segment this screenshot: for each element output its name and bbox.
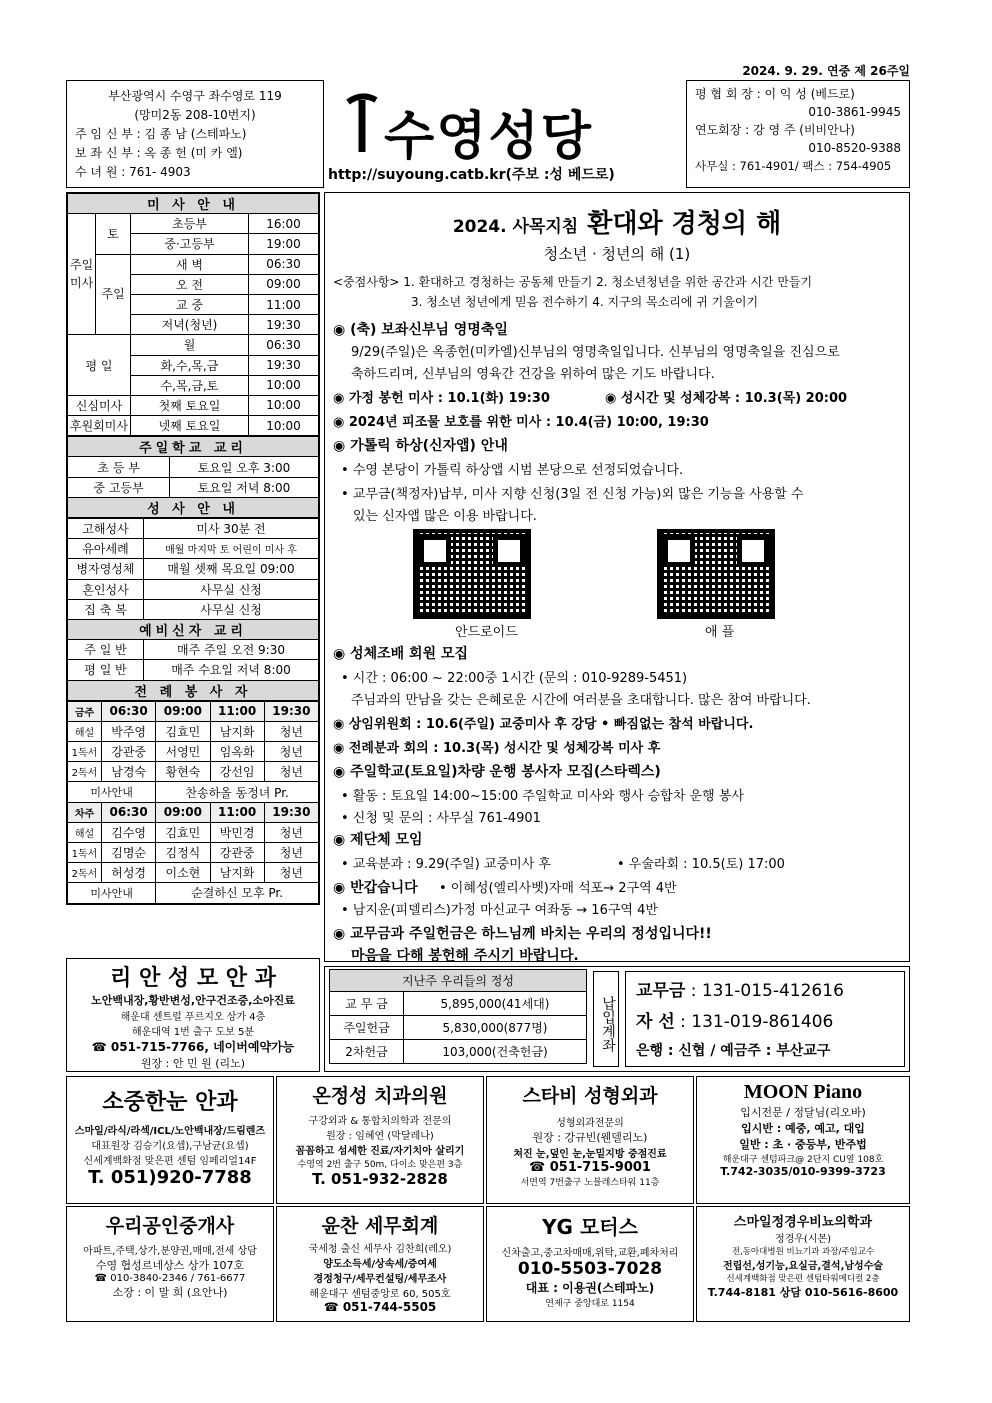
server-cell: 남지화 xyxy=(210,863,264,883)
ad-line: 일반 : 초 · 중등부, 반주법 xyxy=(739,1138,867,1151)
clergy-line xyxy=(75,125,315,144)
server-cell: 김효민 xyxy=(156,822,210,842)
school-title: 주일학교 교리 xyxy=(68,437,319,457)
ad-line: 입시반 : 예중, 예고, 대입 xyxy=(741,1122,865,1135)
mass-cell: 후원회미사 xyxy=(68,416,131,436)
week-head: 19:30 xyxy=(264,802,318,822)
ad-sojunghan-eye[interactable] xyxy=(66,1076,274,1204)
council-line: 사무실 : 761-4901/ 팩스 : 754-4905 xyxy=(695,159,892,173)
cat-cell: 매주 주일 오전 9:30 xyxy=(144,640,319,660)
week-head: 09:00 xyxy=(156,701,210,721)
ad-yunchan-tax[interactable] xyxy=(276,1206,484,1322)
notice-title: ◉ 전례분과 회의 : 10.3(목) 성시간 및 성체강복 미사 후 xyxy=(333,741,661,756)
weekday-label: 평 일 xyxy=(68,335,131,396)
ad-name: 스타비 성형외과 xyxy=(522,1085,658,1107)
sacr-cell: 유아세례 xyxy=(68,539,144,559)
ad-line: T.744-8181 상담 010-5616-8600 xyxy=(707,1286,899,1299)
ad-line: 010-5503-7028 xyxy=(517,1259,663,1279)
masthead xyxy=(324,80,684,188)
mass-time: 16:00 xyxy=(249,214,319,234)
page-subtitle: 청소년 · 청년의 해 (1) xyxy=(543,245,691,263)
notice-title: ◉ 2024년 피조물 보호를 위한 미사 : 10.4(금) 10:00, 19:30 xyxy=(333,415,709,430)
server-cell: 강관중 xyxy=(210,843,264,863)
server-cell: 황현숙 xyxy=(156,762,210,782)
server-cell: 김정식 xyxy=(156,843,210,863)
server-cell: 허성경 xyxy=(102,863,156,883)
focus-line: 3. 청소년 청년에게 믿음 전수하기 4. 지구의 목소리에 귀 기울이기 xyxy=(411,295,759,309)
sacrament-title: 성 사 안 내 xyxy=(68,497,319,517)
guide-value: 순결하신 모후 Pr. xyxy=(156,883,319,903)
ad-line: 해운대 센트럴 푸르지오 상가 4층 xyxy=(120,1012,266,1023)
sacr-cell: 혼인성사 xyxy=(68,579,144,599)
mass-cell: 신심미사 xyxy=(68,395,131,415)
notice-text: • 신청 및 문의 : 사무실 761-4901 xyxy=(341,811,541,826)
ad-line: 성형외과전문의 xyxy=(556,1118,624,1129)
clergy-role: 수 녀 원 xyxy=(75,165,118,179)
qr-code-apple[interactable] xyxy=(657,529,775,619)
server-cell: 청년 xyxy=(264,762,318,782)
clergy-name: : 김 종 남 (스테파노) xyxy=(136,127,247,141)
week-head: 06:30 xyxy=(102,701,156,721)
ad-line: ☎ 051-744-5505 xyxy=(323,1300,437,1314)
qr-label: 안드로이드 xyxy=(455,625,518,640)
sacr-cell: 매월 마지막 토 어린이 미사 후 xyxy=(144,539,319,559)
sacr-cell: 고해성사 xyxy=(68,519,144,539)
ad-line: 대표 : 이용권(스테파노) xyxy=(525,1281,655,1295)
offering-amount: 5,830,000(877명) xyxy=(404,1016,587,1040)
week-head: 금주 xyxy=(68,701,102,721)
ad-name: 우리공인중개사 xyxy=(105,1215,235,1237)
council-line: 010-8520-9388 xyxy=(808,141,901,155)
server-cell: 청년 xyxy=(264,742,318,762)
notice-title: ◉ 가톨릭 하상(신자앱) 안내 xyxy=(333,438,508,454)
server-cell: 박주영 xyxy=(102,721,156,741)
guide-value: 찬송하올 동정녀 Pr. xyxy=(156,782,319,802)
offering-title: 지난주 우리들의 정성 xyxy=(330,970,587,992)
parish-url[interactable]: http://suyoung.catb.kr(주보 :성 베드로) xyxy=(328,167,615,183)
ad-line: ☎ 010-3840-2346 / 761-6677 xyxy=(94,1273,246,1284)
week-head: 19:30 xyxy=(264,701,318,721)
notice-title: ◉ 성시간 및 성체강복 : 10.3(목) 20:00 xyxy=(605,391,848,406)
mass-cell: 교 중 xyxy=(130,294,248,314)
ad-smile-urology[interactable] xyxy=(696,1206,910,1322)
council-info xyxy=(686,80,910,188)
ad-line: 전립선,성기능,요실금,결석,남성수술 xyxy=(722,1261,884,1272)
account-number: : 131-015-412616 xyxy=(690,981,844,1001)
ad-yg-motors[interactable] xyxy=(486,1206,694,1322)
mass-cell: 중·고등부 xyxy=(130,234,248,254)
mass-cell: 오 전 xyxy=(130,274,248,294)
role-cell: 2독서 xyxy=(68,863,102,883)
ad-line: 해운대구 센텀파크@ 2단지 CU옆 108호 xyxy=(722,1155,884,1165)
sacr-cell: 미사 30분 전 xyxy=(144,519,319,539)
title-main: 환대와 경청의 해 xyxy=(587,209,782,239)
notice-title: ◉ 주일학교(토요일)차량 운행 봉사자 모집(스타렉스) xyxy=(333,764,661,780)
account-side-label: 납입계좌 xyxy=(593,971,619,1067)
account-line xyxy=(636,1007,894,1032)
mass-cell: 초등부 xyxy=(130,214,248,234)
notice-text: • 활동 : 토요일 14:00~15:00 주일학교 미사와 행사 승합차 운행 봉사 xyxy=(341,789,744,804)
server-cell: 박민경 xyxy=(210,822,264,842)
notice-title: ◉ 제단체 모임 xyxy=(333,832,423,848)
ad-line: 아파트,주택,상가,분양권,매매,전세 상담 xyxy=(83,1246,257,1257)
ad-name: 윤찬 세무회계 xyxy=(321,1215,439,1237)
notice-title: ◉ 가정 봉헌 미사 : 10.1(화) 19:30 xyxy=(333,391,550,406)
ad-name: YG 모터스 xyxy=(542,1215,638,1239)
mass-cell: 새 벽 xyxy=(130,254,248,274)
ad-line: 양도소득세/상속세/증여세 xyxy=(323,1259,437,1270)
account-label: 자 선 xyxy=(636,1012,675,1032)
sat-label: 토 xyxy=(96,214,131,254)
notice-title: ◉ 성체조배 회원 모집 xyxy=(333,646,469,662)
cat-cell: 평 일 반 xyxy=(68,660,144,680)
address-line: 부산광역시 수영구 좌수영로 119 xyxy=(108,89,282,103)
ad-line: 전,동아대병원 비뇨기과 과장/주임교수 xyxy=(731,1247,875,1257)
liturgy-title: 전 례 봉 사 자 xyxy=(68,680,319,700)
mass-time: 10:00 xyxy=(249,416,319,436)
mass-cell: 저녁(청년) xyxy=(130,315,248,335)
clergy-role: 보 좌 신 부 xyxy=(75,146,133,160)
ad-line: 입시전문 / 정달님(리오바) xyxy=(740,1106,866,1119)
qr-code-android[interactable] xyxy=(413,529,531,619)
sunday-mass-label: 주일미사 xyxy=(68,214,96,335)
week-head: 06:30 xyxy=(102,802,156,822)
notice-text: • 시간 : 06:00 ~ 22:00중 1시간 (문의 : 010-9289-5451) xyxy=(341,671,688,686)
ad-starbi-plastic[interactable] xyxy=(486,1076,694,1204)
cat-cell: 매주 수요일 저녁 8:00 xyxy=(144,660,319,680)
mass-time: 19:30 xyxy=(249,355,319,375)
mass-cell: 첫째 토요일 xyxy=(130,395,248,415)
server-cell: 청년 xyxy=(264,863,318,883)
ad-line: 꼼꼼하고 섬세한 진료/자기치아 살리기 xyxy=(295,1146,465,1157)
ad-line: 해운대역 1번 출구 도보 5분 xyxy=(131,1027,255,1038)
role-cell: 1독서 xyxy=(68,843,102,863)
parish-logo-text: 수영성당 xyxy=(384,107,593,167)
ad-line: 대표원장 김승기(요셉),구남균(요셉) xyxy=(91,1141,249,1152)
offering-label: 주일헌금 xyxy=(330,1016,404,1040)
cross-logo-icon xyxy=(338,90,384,156)
school-cell: 토요일 오후 3:00 xyxy=(170,457,319,477)
server-cell: 서영민 xyxy=(156,742,210,762)
mass-title: 미 사 안 내 xyxy=(68,194,319,214)
ad-name: 리 안 성 모 안 과 xyxy=(110,966,276,991)
notice-title: 마음을 다해 봉헌해 주시기 바랍니다. xyxy=(351,948,579,964)
ad-line: 국세청 출신 세무사 김찬희(레오) xyxy=(308,1244,452,1255)
ad-onjungsung-dental[interactable] xyxy=(276,1076,484,1204)
cat-cell: 주 일 반 xyxy=(68,640,144,660)
ad-line: 연제구 중앙대로 1154 xyxy=(545,1299,635,1309)
page-title xyxy=(325,203,909,240)
offering-amount: 103,000(건축헌금) xyxy=(404,1040,587,1064)
ad-line: 정경우(시몬) xyxy=(774,1234,832,1245)
server-cell: 이소현 xyxy=(156,863,210,883)
ad-line: 서면역 7번출구 노블레스타워 11층 xyxy=(520,1178,660,1188)
role-cell: 해설 xyxy=(68,721,102,741)
guide-label: 미사안내 xyxy=(68,883,156,903)
notice-text: • 교무금(책정자)납부, 미사 지향 신청(3일 전 신청 가능)외 많은 기능을 사용할 수 xyxy=(341,487,804,502)
account-line xyxy=(636,976,894,1001)
mass-time: 10:00 xyxy=(249,395,319,415)
server-cell: 청년 xyxy=(264,721,318,741)
ad-line: 신세계백화점 맞은편 센텀타워메디컬 2층 xyxy=(726,1274,880,1284)
notice-text: 9/29(주일)은 옥종헌(미카엘)신부님의 영명축일입니다. 신부님의 영명축일을 진심으로 xyxy=(351,345,840,360)
guide-label: 미사안내 xyxy=(68,782,156,802)
ad-line: 원장 : 임혜연 (막달레나) xyxy=(326,1131,434,1142)
mass-time: 10:00 xyxy=(249,375,319,395)
clergy-line xyxy=(75,144,315,163)
catechumen-title: 예비신자 교리 xyxy=(68,619,319,639)
qr-label: 애 플 xyxy=(705,625,735,640)
week-head: 09:00 xyxy=(156,802,210,822)
server-cell: 청년 xyxy=(264,843,318,863)
server-cell: 김명순 xyxy=(102,843,156,863)
ad-line: T.742-3035/010-9399-3723 xyxy=(720,1165,886,1178)
ad-line: 스마일/라식/라섹/ICL/노안백내장/드림렌즈 xyxy=(74,1126,266,1137)
school-cell: 중 고등부 xyxy=(68,477,170,497)
ad-line: 구강외과 & 통합치의학과 전문의 xyxy=(308,1116,452,1127)
week-head: 차주 xyxy=(68,802,102,822)
ad-name: 소중한눈 안과 xyxy=(102,1090,238,1115)
ad-line: 신차출고,중고차매매,위탁,교환,폐차처리 xyxy=(501,1248,679,1259)
offering-label: 2차헌금 xyxy=(330,1040,404,1064)
ad-line: ☎ 051-715-9001 xyxy=(529,1160,651,1175)
ad-line: 신세계백화점 맞은편 센텀 임페리얼14F xyxy=(83,1156,257,1167)
council-line: 연도회장 : 강 영 주 (비비안나) xyxy=(695,123,855,137)
ad-line: 노안백내장,황반변성,안구건조증,소아진료 xyxy=(91,994,295,1007)
notice-title: ◉ 반갑습니다 xyxy=(333,880,418,896)
ad-line: 수영역 2번 출구 50m, 다이소 맞은편 3층 xyxy=(297,1160,463,1170)
title-prefix: 2024. 사목지침 xyxy=(452,217,579,237)
ad-woori-realty[interactable] xyxy=(66,1206,274,1322)
mass-cell: 화,수,목,금 xyxy=(130,355,248,375)
server-cell: 남지화 xyxy=(210,721,264,741)
sacr-cell: 매월 셋째 목요일 09:00 xyxy=(144,559,319,579)
ad-line: 쳐진 눈,덮인 눈,눈밑지방 중점진료 xyxy=(513,1149,667,1160)
sacr-cell: 집 축 복 xyxy=(68,599,144,619)
ad-line: 소장 : 이 말 희 (요안나) xyxy=(112,1286,228,1299)
server-cell: 김수영 xyxy=(102,822,156,842)
clergy-line xyxy=(75,163,315,182)
notice-text: • 이혜성(엘리사벳)자매 석포→ 2구역 4반 xyxy=(439,881,677,896)
role-cell: 2독서 xyxy=(68,762,102,782)
mass-time: 19:30 xyxy=(249,315,319,335)
offering-box xyxy=(324,966,910,1072)
notice-text: • 수영 본당이 가톨릭 하상앱 시범 본당으로 선정되었습니다. xyxy=(341,463,684,478)
account-number: : 131-019-861406 xyxy=(680,1012,834,1032)
role-cell: 1독서 xyxy=(68,742,102,762)
notice-title: ◉ 교무금과 주일헌금은 하느님께 바치는 우리의 정성입니다!! xyxy=(333,926,712,942)
notice-text: 주님과의 만남을 갖는 은혜로운 시간에 여러분을 초대합니다. 많은 참여 바랍니다. xyxy=(351,693,811,708)
role-cell: 해설 xyxy=(68,822,102,842)
mass-time: 09:00 xyxy=(249,274,319,294)
council-line: 평 협 회 장 : 이 익 성 (베드로) xyxy=(695,87,855,101)
ad-line: 해운대구 센텀중앙로 60, 505호 xyxy=(309,1289,451,1300)
ad-moon-piano[interactable] xyxy=(696,1076,910,1204)
notice-text: 축하드리며, 신부님의 영육간 건강을 위하여 많은 기도 바랍니다. xyxy=(351,367,715,382)
ad-name: 스마일정경우비뇨의학과 xyxy=(733,1215,873,1230)
mass-cell: 수,목,금,토 xyxy=(130,375,248,395)
address-line: (망미2동 208-10번지) xyxy=(134,108,256,122)
server-cell: 강선임 xyxy=(210,762,264,782)
week-head: 11:00 xyxy=(210,701,264,721)
server-cell: 남경숙 xyxy=(102,762,156,782)
ad-line: T. 051)920-7788 xyxy=(88,1167,252,1188)
sacr-cell: 사무실 신청 xyxy=(144,599,319,619)
clergy-name: : 옥 종 헌 (미 카 엘) xyxy=(136,146,243,160)
account-label: 교무금 xyxy=(636,981,686,1001)
mass-time: 19:00 xyxy=(249,234,319,254)
clergy-name: : 761- 4903 xyxy=(121,165,191,179)
announcements xyxy=(324,192,910,962)
mass-time: 06:30 xyxy=(249,254,319,274)
server-cell: 임옥화 xyxy=(210,742,264,762)
notice-text: 있는 신자앱 많은 이용 바랍니다. xyxy=(353,509,537,524)
sacr-cell: 병자영성체 xyxy=(68,559,144,579)
notice-title: ◉ 상임위원회 : 10.6(주일) 교중미사 후 강당 • 빠짐없는 참석 바랍니다. xyxy=(333,717,754,732)
week-head: 11:00 xyxy=(210,802,264,822)
notice-text: • 교육분과 : 9.29(주일) 교중미사 후 xyxy=(341,857,551,872)
offering-amount: 5,895,000(41세대) xyxy=(404,992,587,1016)
school-cell: 초 등 부 xyxy=(68,457,170,477)
server-cell: 강관중 xyxy=(102,742,156,762)
ad-line: 수영 협성르네상스 상가 107호 xyxy=(95,1259,245,1272)
ad-name: MOON Piano xyxy=(743,1081,863,1103)
focus-line: <중점사항> 1. 환대하고 경청하는 공동체 만들기 2. 청소년청년을 위한 공간과 시간 만들기 xyxy=(333,275,813,289)
parish-info xyxy=(66,80,324,188)
mass-cell: 넷째 토요일 xyxy=(130,416,248,436)
notice-title: ◉ (축) 보좌신부님 영명축일 xyxy=(333,322,508,338)
server-cell: 김효민 xyxy=(156,721,210,741)
schedule-panel xyxy=(66,192,320,905)
ad-line: ☎ 051-715-7766, 네이버예약가능 xyxy=(91,1040,295,1054)
server-cell: 청년 xyxy=(264,822,318,842)
sacr-cell: 사무실 신청 xyxy=(144,579,319,599)
ad-lian-eye[interactable] xyxy=(66,958,320,1072)
ad-line: T. 051-932-2828 xyxy=(312,1170,448,1188)
ad-line: 원장 : 안 민 원 (리노) xyxy=(140,1057,246,1070)
mass-time: 11:00 xyxy=(249,294,319,314)
bank-info: 은행 : 신협 / 예금주 : 부산교구 xyxy=(636,1043,831,1059)
clergy-role: 주 임 신 부 xyxy=(75,127,133,141)
school-cell: 토요일 저녁 8:00 xyxy=(170,477,319,497)
council-line: 010-3861-9945 xyxy=(808,105,901,119)
notice-text: • 남지운(피델리스)가정 마신교구 여좌동 → 16구역 4반 xyxy=(341,903,658,918)
notice-text: • 우술라회 : 10.5(토) 17:00 xyxy=(617,857,785,872)
mass-cell: 월 xyxy=(130,335,248,355)
ad-line: 경정청구/세무컨설팅/세무조사 xyxy=(313,1274,447,1285)
offering-label: 교 무 금 xyxy=(330,992,404,1016)
mass-time: 06:30 xyxy=(249,335,319,355)
issue-date: 2024. 9. 29. 연중 제 26주일 xyxy=(742,64,910,78)
ad-name: 온정성 치과의원 xyxy=(312,1085,448,1107)
ad-line: 원장 : 강규빈(웬델리노) xyxy=(532,1131,648,1144)
sun-label: 주일 xyxy=(96,254,131,335)
